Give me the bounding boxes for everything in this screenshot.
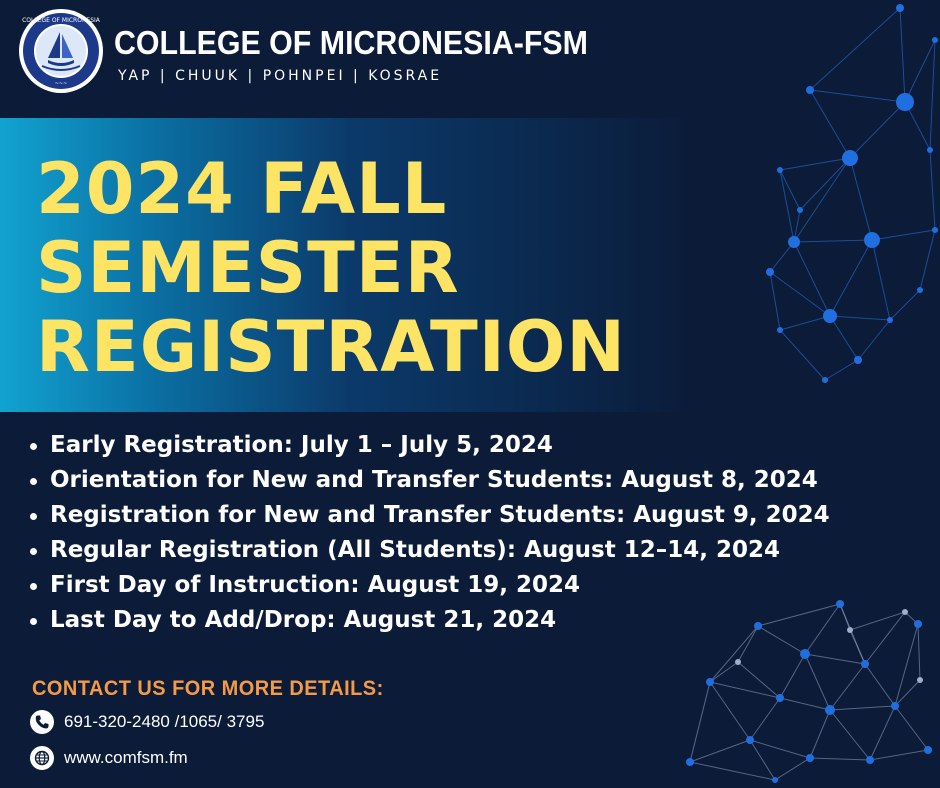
network-node [927,147,933,153]
network-edge [830,316,858,360]
network-node [864,232,880,248]
schedule-item-text: Early Registration: July 1 – July 5, 2024 [50,432,553,458]
network-edge [865,664,895,706]
title-line: REGISTRATION [36,306,626,388]
network-edge [840,604,850,630]
network-edge [794,242,830,316]
network-edge [690,740,750,762]
schedule-item-text: Regular Registration (All Students): August 12–14, 2024 [50,537,781,563]
network-node [917,677,923,683]
network-node [847,627,853,633]
network-edge [870,750,928,760]
list-item [26,603,830,638]
network-node [836,600,844,608]
network-edge [850,612,905,630]
network-node [917,287,923,293]
campus-list: YAP | CHUUK | POHNPEI | KOSRAE [118,68,443,84]
network-edge [825,360,858,380]
network-edge [830,706,895,710]
network-edge [750,698,780,740]
network-edge [918,624,920,680]
network-edge [850,630,865,664]
network-node [788,236,800,248]
network-edge [865,612,905,664]
network-edge [780,170,794,242]
schedule-item-text: Last Day to Add/Drop: August 21, 2024 [50,607,557,633]
network-edge [890,290,920,320]
network-node [800,649,810,659]
bullet-icon [30,443,37,450]
list-item [26,463,830,498]
bullet-icon [30,513,37,520]
network-edge [930,40,935,150]
network-edge [810,90,905,102]
network-node [777,327,783,333]
network-graphic-top [740,0,940,400]
network-edge [738,662,780,698]
network-node [766,268,774,276]
schedule-list [26,428,830,638]
network-edge [810,758,870,760]
network-node [797,207,803,213]
network-node [902,609,908,615]
network-edge [930,150,935,230]
network-edge [810,710,830,758]
svg-text:~~~: ~~~ [54,81,68,87]
network-node [806,754,814,762]
network-node [772,777,778,783]
network-edge [830,664,865,710]
network-edge [690,762,775,780]
network-edge [920,230,935,290]
bullet-icon [30,548,37,555]
network-node [896,93,914,111]
network-edge [780,170,800,210]
network-node [932,37,938,43]
list-item [26,428,830,463]
network-edge [830,316,890,320]
network-edge [905,40,935,102]
network-node [866,756,874,764]
network-edge [810,8,900,90]
website-link[interactable]: www.comfsm.fm [64,748,188,767]
network-edge [780,654,805,698]
college-seal-logo [18,8,104,94]
network-node [746,736,754,744]
network-node [825,705,835,715]
network-edge [850,158,872,240]
network-edge [830,710,870,760]
network-node [891,702,899,710]
phone-icon [30,710,54,734]
network-edge [895,706,928,750]
network-edge [830,240,872,316]
college-name: COLLEGE OF MICRONESIA-FSM [114,24,588,61]
network-edge [770,272,830,316]
network-edge [800,158,850,210]
network-node [822,377,828,383]
network-edge [858,320,890,360]
schedule-item-text: Orientation for New and Transfer Students: August 8, 2024 [50,467,818,493]
bullet-icon [30,618,37,625]
bullet-icon [30,583,37,590]
network-edge [780,698,830,710]
network-edge [780,330,825,380]
network-edge [710,682,780,698]
network-node [914,620,922,628]
contact-heading: CONTACT US FOR MORE DETAILS: [32,677,384,700]
title-line: 2024 FALL [36,148,448,230]
network-node [887,317,893,323]
title-line: SEMESTER [36,227,460,309]
network-node [735,659,741,665]
network-node [823,309,837,323]
list-item [26,533,830,568]
bullet-icon [30,478,37,485]
network-node [777,167,783,173]
network-node [842,150,858,166]
phone-number: 691-320-2480 /1065/ 3795 [64,712,265,731]
page-title [36,150,626,387]
network-edge [850,102,905,158]
schedule-item-text: First Day of Instruction: August 19, 2024 [50,572,581,598]
list-item [26,568,830,603]
network-edge [794,240,872,242]
network-node [932,227,938,233]
list-item [26,498,830,533]
globe-icon [30,746,54,770]
website-contact [30,746,188,770]
network-node [776,694,784,702]
network-node [686,758,694,766]
phone-contact [30,710,264,734]
network-edge [775,758,810,780]
svg-text:COLLEGE OF MICRONESIA: COLLEGE OF MICRONESIA [22,17,100,24]
network-edge [710,682,750,740]
schedule-item-text: Registration for New and Transfer Students: August 9, 2024 [50,502,830,528]
network-edge [810,90,850,158]
network-edge [794,158,850,242]
network-node [706,678,714,686]
network-edge [690,682,710,762]
network-edge [805,654,865,664]
network-edge [770,272,780,330]
network-edge [872,230,935,240]
network-edge [870,706,895,760]
network-edge [805,654,830,710]
network-node [861,660,869,668]
network-node [854,356,862,364]
network-edge [872,240,890,320]
network-node [924,746,932,754]
network-edge [900,8,905,102]
network-node [896,4,904,12]
network-node [806,86,814,94]
network-edge [780,316,830,330]
